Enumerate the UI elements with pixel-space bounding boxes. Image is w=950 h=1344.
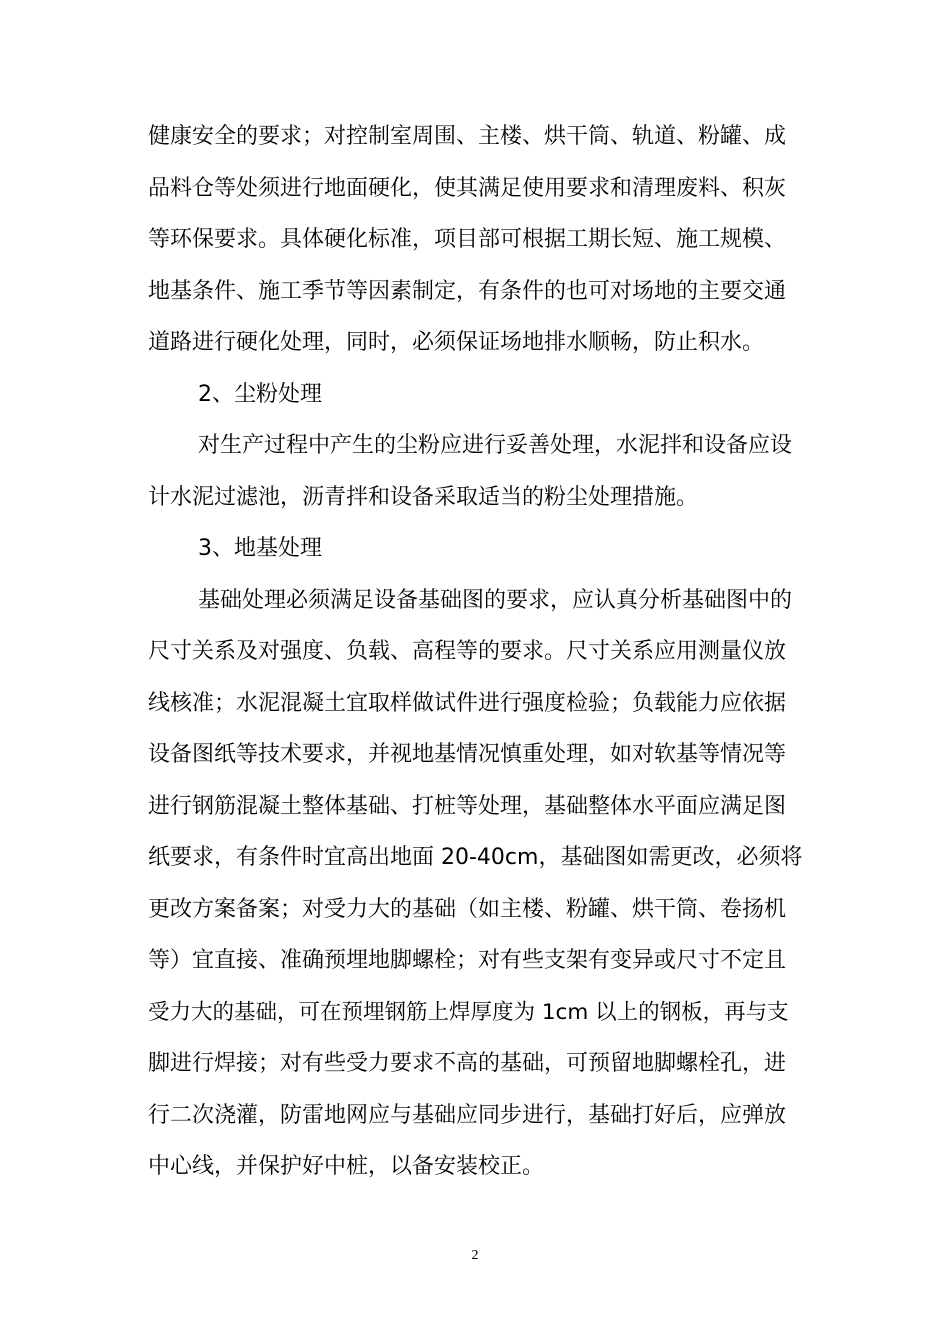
body-text-line: 行二次浇灌，防雷地网应与基础应同步进行，基础打好后，应弹放 (148, 1103, 787, 1128)
body-text-line: 中心线，并保护好中桩，以备安装校正。 (148, 1154, 545, 1179)
body-text-line: 道路进行硬化处理，同时，必须保证场地排水顺畅，防止积水。 (148, 330, 765, 355)
body-text-line: 进行钢筋混凝土整体基础、打桩等处理，基础整体水平面应满足图 (148, 794, 787, 819)
body-text-line: 等）宜直接、准确预埋地脚螺栓；对有些支架有变异或尺寸不定且 (148, 948, 787, 973)
body-text-line: 受力大的基础，可在预埋钢筋上焊厚度为 1cm 以上的钢板，再与支 (148, 1000, 789, 1025)
body-text-line: 等环保要求。具体硬化标准，项目部可根据工期长短、施工规模、 (148, 227, 787, 252)
body-text-line: 脚进行焊接；对有些受力要求不高的基础，可预留地脚螺栓孔，进 (148, 1051, 787, 1076)
section-heading: 3、地基处理 (198, 536, 322, 561)
page-number: 2 (471, 1248, 479, 1263)
body-text-line: 基础处理必须满足设备基础图的要求，应认真分析基础图中的 (198, 588, 793, 613)
body-text-line: 地基条件、施工季节等因素制定，有条件的也可对场地的主要交通 (148, 279, 787, 304)
section-heading: 2、尘粉处理 (198, 382, 322, 407)
body-text-line: 纸要求，有条件时宜高出地面 20-40cm，基础图如需更改，必须将 (148, 845, 803, 870)
body-text-line: 更改方案备案；对受力大的基础（如主楼、粉罐、烘干筒、卷扬机 (148, 897, 787, 922)
body-text-line: 设备图纸等技术要求，并视地基情况慎重处理，如对软基等情况等 (148, 742, 787, 767)
body-text-line: 线核准；水泥混凝土宜取样做试件进行强度检验；负载能力应依据 (148, 691, 787, 716)
body-text-line: 品料仓等处须进行地面硬化，使其满足使用要求和清理废料、积灰 (148, 176, 787, 201)
body-text-line: 计水泥过滤池，沥青拌和设备采取适当的粉尘处理措施。 (148, 485, 699, 510)
body-text-line: 健康安全的要求；对控制室周围、主楼、烘干筒、轨道、粉罐、成 (148, 124, 787, 149)
body-text-line: 对生产过程中产生的尘粉应进行妥善处理，水泥拌和设备应设 (198, 433, 793, 458)
body-text-line: 尺寸关系及对强度、负载、高程等的要求。尺寸关系应用测量仪放 (148, 639, 787, 664)
